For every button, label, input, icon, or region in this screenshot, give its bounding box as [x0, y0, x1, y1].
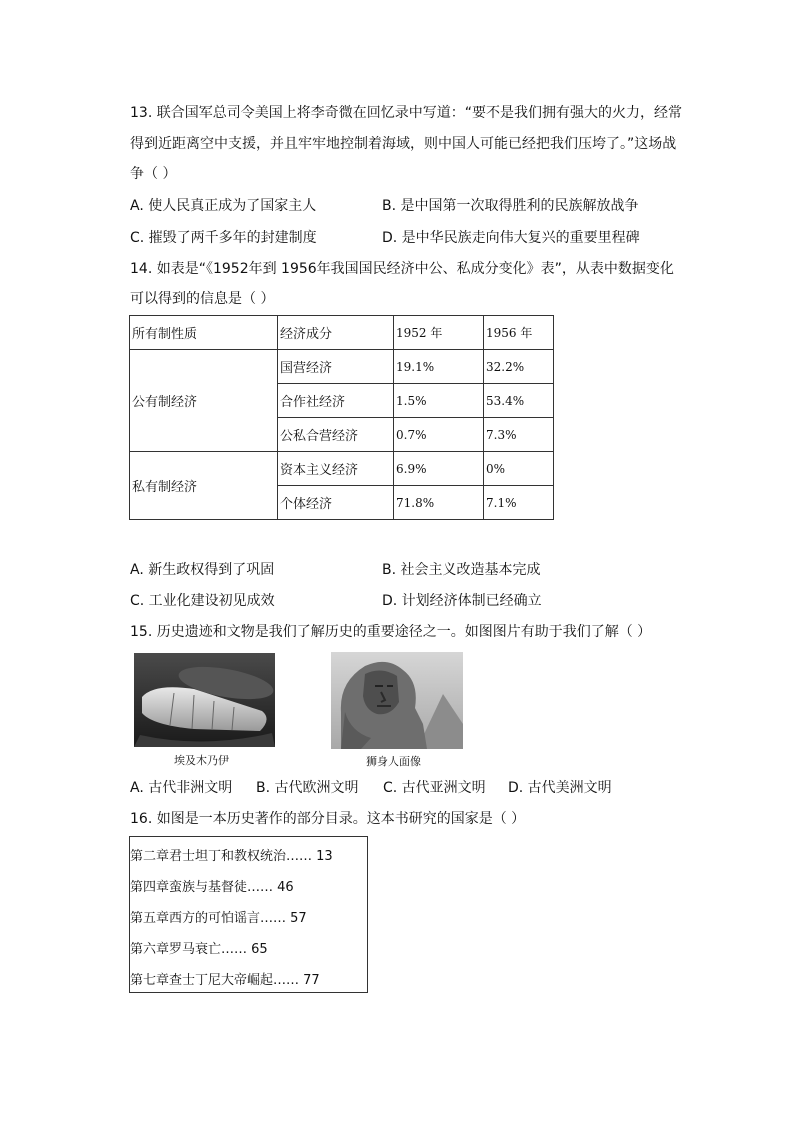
sphinx-caption: 狮身人面像	[366, 755, 421, 768]
egyptian-mummy-image	[134, 653, 275, 747]
table-cell: 53.4%	[484, 384, 554, 418]
toc-entry: 第二章君士坦丁和教权统治…… 13	[130, 849, 333, 864]
economy-table	[129, 315, 554, 520]
q15-option-b: B. 古代欧洲文明	[256, 780, 359, 796]
toc-entry: 第五章西方的可怕谣言…… 57	[130, 911, 307, 926]
q14-stem-line-2: 可以得到的信息是（ ）	[130, 291, 275, 307]
table-cell: 6.9%	[394, 452, 484, 486]
q15-stem-line-1: 15. 历史遗迹和文物是我们了解历史的重要途径之一。如图图片有助于我们了解（ ）	[130, 624, 652, 640]
private-ownership-label: 私有制经济	[130, 452, 278, 520]
table-cell: 国营经济	[278, 350, 394, 384]
q13-stem-line-3: 争（ ）	[130, 166, 177, 182]
table-header-cell: 1952 年	[394, 316, 484, 350]
table-header-cell: 经济成分	[278, 316, 394, 350]
table-cell: 7.1%	[484, 486, 554, 520]
q13-option-d: D. 是中华民族走向伟大复兴的重要里程碑	[382, 230, 640, 246]
q13-stem-line-1: 13. 联合国军总司令美国上将李奇微在回忆录中写道：“要不是我们拥有强大的火力，经常	[130, 105, 682, 121]
q15-option-a: A. 古代非洲文明	[130, 780, 233, 796]
toc-entry: 第六章罗马衰亡…… 65	[130, 942, 268, 957]
q14-option-d: D. 计划经济体制已经确立	[382, 593, 542, 609]
table-cell: 1.5%	[394, 384, 484, 418]
q16-stem-line-1: 16. 如图是一本历史著作的部分目录。这本书研究的国家是（ ）	[130, 811, 526, 827]
table-header-cell: 1956 年	[484, 316, 554, 350]
mummy-caption: 埃及木乃伊	[174, 754, 229, 767]
table-cell: 19.1%	[394, 350, 484, 384]
table-cell: 个体经济	[278, 486, 394, 520]
table-cell: 32.2%	[484, 350, 554, 384]
table-row	[130, 350, 554, 384]
public-ownership-label: 公有制经济	[130, 350, 278, 452]
table-row	[130, 452, 554, 486]
q14-option-c: C. 工业化建设初见成效	[130, 593, 275, 609]
sphinx-image	[331, 652, 463, 749]
table-cell: 7.3%	[484, 418, 554, 452]
q15-option-d: D. 古代美洲文明	[508, 780, 612, 796]
q13-option-a: A. 使人民真正成为了国家主人	[130, 198, 317, 214]
toc-entry: 第四章蛮族与基督徒…… 46	[130, 880, 294, 895]
table-cell: 合作社经济	[278, 384, 394, 418]
table-cell: 资本主义经济	[278, 452, 394, 486]
table-cell: 0%	[484, 452, 554, 486]
table-cell: 71.8%	[394, 486, 484, 520]
q13-option-c: C. 摧毁了两千多年的封建制度	[130, 230, 317, 246]
q13-option-b: B. 是中国第一次取得胜利的民族解放战争	[382, 198, 639, 214]
book-table-of-contents	[129, 836, 368, 993]
q15-option-c: C. 古代亚洲文明	[383, 780, 486, 796]
q14-stem-line-1: 14. 如表是“《1952年到 1956年我国国民经济中公、私成分变化》表”，从表中数据变化	[130, 261, 674, 277]
table-cell: 0.7%	[394, 418, 484, 452]
toc-entry: 第七章查士丁尼大帝崛起…… 77	[130, 973, 320, 988]
q14-option-a: A. 新生政权得到了巩固	[130, 562, 275, 578]
table-cell: 公私合营经济	[278, 418, 394, 452]
q13-stem-line-2: 得到近距离空中支援，并且牢牢地控制着海域，则中国人可能已经把我们压垮了。”这场战	[130, 136, 677, 152]
table-header-cell: 所有制性质	[130, 316, 278, 350]
q14-option-b: B. 社会主义改造基本完成	[382, 562, 541, 578]
table-header-row	[130, 316, 554, 350]
